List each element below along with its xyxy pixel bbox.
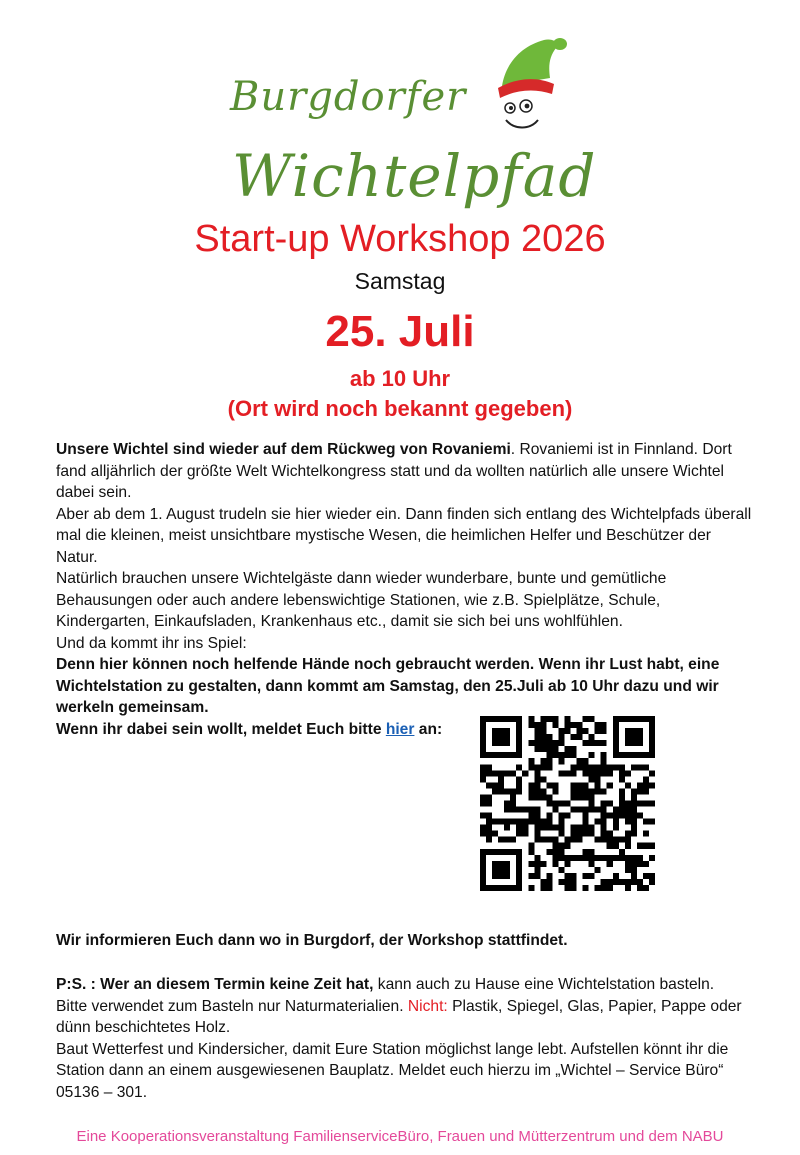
paragraph-3: Natürlich brauchen unsere Wichtelgäste dann wieder wunderbare, bunte und gemütliche Behausungen oder auch andere lebenswichtige Stationen, wie z.B. Spielplätze, Schule, Kindergarten, Einkaufsladen, Krankenhaus etc., damit sie sich bei uns wohlfühlen. <box>56 570 667 630</box>
event-location: (Ort wird noch bekannt gegeben) <box>227 396 573 421</box>
ps-not-label: Nicht: <box>407 997 448 1015</box>
ps-line-1 <box>56 974 756 996</box>
ps-bold: P:S. : Wer an diesem Termin keine Zeit hat, <box>56 976 374 993</box>
event-weekday: Samstag <box>354 268 446 294</box>
ps-line-2-after: Plastik, Spiegel, Glas, Papier, Pappe oder dünn beschichtetes Holz. <box>56 997 742 1036</box>
ps-rest: kann auch zu Hause eine Wichtelstation basteln. <box>373 976 715 993</box>
gnome-hat-icon <box>492 34 570 134</box>
register-text-after: an: <box>414 720 443 738</box>
logo <box>220 30 600 220</box>
event-date: 25. Juli <box>325 307 475 356</box>
body-text <box>56 439 756 740</box>
ps-text <box>56 974 756 1103</box>
qr-code-icon[interactable] <box>480 716 655 891</box>
ps-line-2-before: Bitte verwendet zum Basteln nur Naturmaterialien. <box>56 997 408 1015</box>
register-link[interactable]: hier <box>385 720 415 738</box>
paragraph-1-bold: Unsere Wichtel sind wieder auf dem Rückweg von Rovaniemi <box>56 441 511 458</box>
paragraph-1-rest: . Rovaniemi ist in Finnland. Dort fand alljährlich der größte Welt Wichtelkongress statt und da wollten natürlich alle unsere Wichtel dabei sein. <box>56 441 732 501</box>
footer-text: Eine Kooperationsveranstaltung FamilienserviceBüro, Frauen und Mütterzentrum und dem NABU <box>76 1128 724 1145</box>
page-title: Start-up Workshop 2026 <box>194 218 606 260</box>
paragraph-4: Und da kommt ihr ins Spiel: <box>56 634 247 652</box>
info-text: Wir informieren Euch dann wo in Burgdorf, der Workshop stattfindet. <box>56 932 568 949</box>
register-text-before: Wenn ihr dabei sein wollt, meldet Euch bitte <box>56 720 386 738</box>
logo-burgdorfer: Burgdorfer <box>230 74 467 120</box>
logo-wichtelpfad: Wichtelpfad <box>232 142 597 210</box>
event-time: ab 10 Uhr <box>349 366 451 391</box>
paragraph-5: Denn hier können noch helfende Hände noch gebraucht werden. Wenn ihr Lust habt, eine Wichtelstation zu gestalten, dann kommt am Samstag, den 25.Juli ab 10 Uhr dazu und wir werkeln gemeinsam. <box>56 656 720 716</box>
paragraph-2: Aber ab dem 1. August trudeln sie hier wieder ein. Dann finden sich entlang des Wichtelpfads überall mal die kleinen, meist unsichtbare mystische Wesen, die heimlichen Helfer und Beschützer der Natur. <box>56 505 752 566</box>
ps-line-2 <box>56 996 756 1039</box>
ps-line-3: Baut Wetterfest und Kindersicher, damit Eure Station möglichst lange lebt. Aufstellen könnt ihr die Station dann an einem ausgewiesenen Bauplatz. Meldet euch hierzu im „Wichtel – Service Büro“ 05136 – 301. <box>56 1040 729 1101</box>
paragraph-1 <box>56 439 756 504</box>
